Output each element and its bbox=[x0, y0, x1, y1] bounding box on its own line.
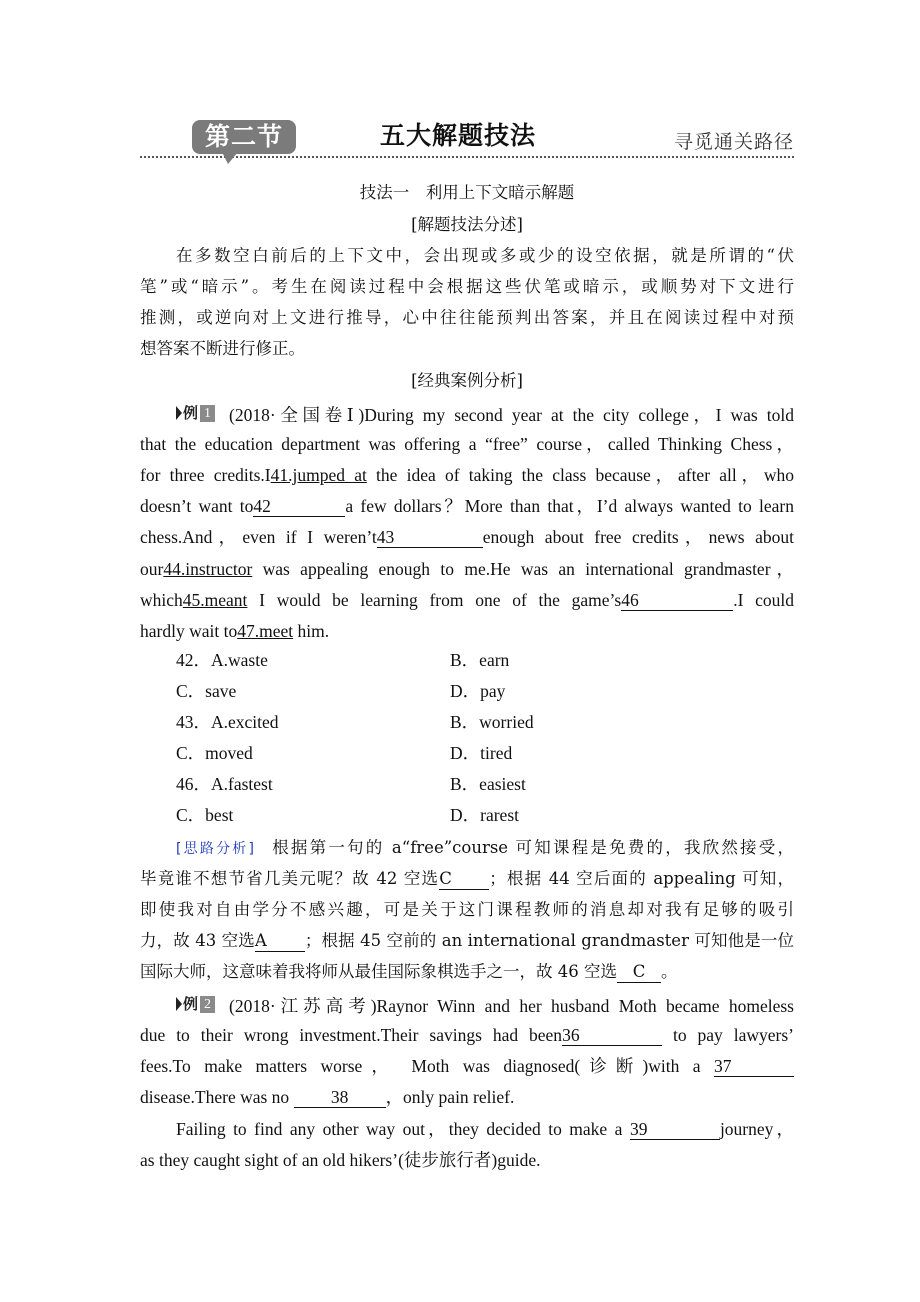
passage-text: the idea of taking the class because，after all，who bbox=[366, 465, 794, 485]
passage-text: Raynor Winn and her husband Moth became homeless bbox=[376, 996, 794, 1016]
passage-text: hardly wait to bbox=[140, 621, 238, 641]
example-number: 1 bbox=[200, 405, 215, 422]
passage-line bbox=[140, 557, 794, 581]
header-dotted-rule bbox=[140, 156, 794, 158]
passage-text: him. bbox=[293, 621, 330, 641]
overview-line: 笔”或“暗示”。考生在阅读过程中会根据这些伏笔或暗示，或顺势对下文进行 bbox=[140, 277, 794, 296]
option-c: C．moved bbox=[176, 743, 253, 763]
passage-text: I would be learning from one of the game’s bbox=[247, 590, 622, 610]
passage-line bbox=[140, 463, 794, 487]
passage-line bbox=[140, 1054, 794, 1078]
blank-38: 38 bbox=[294, 1087, 386, 1108]
analysis-text: ；根据 44 空后面的 appealing 可知， bbox=[489, 869, 794, 888]
analysis-text: 毕竟谁不想节省几美元呢？故 42 空选 bbox=[140, 869, 440, 888]
example-source: (2018·全国卷Ⅰ) bbox=[229, 405, 365, 425]
analysis-text: 。 bbox=[661, 962, 678, 981]
example-source: (2018·江苏高考) bbox=[229, 996, 377, 1016]
overview-label: [解题技法分述] bbox=[411, 215, 523, 234]
example-badge bbox=[176, 992, 215, 1016]
option-b: B．earn bbox=[450, 650, 510, 670]
underlined-answer: 44.instructor bbox=[163, 559, 253, 579]
analysis-line bbox=[140, 960, 794, 984]
passage-text: enough about free credits，news about bbox=[482, 527, 794, 547]
blank-43: 43 bbox=[377, 527, 483, 548]
analysis-line bbox=[140, 929, 794, 953]
passage-line bbox=[140, 619, 794, 643]
passage-text: journey， bbox=[719, 1119, 794, 1139]
analysis-line: 即使我对自由学分不感兴趣，可是关于这门课程教师的消息却对我有足够的吸引 bbox=[140, 900, 794, 919]
option-a: 46．A.fastest bbox=[176, 774, 273, 794]
passage-text: During my second year at the city college，I was told bbox=[364, 405, 794, 425]
passage-text: our bbox=[140, 559, 164, 579]
section-title: 五大解题技法 bbox=[380, 121, 537, 150]
option-d: D．tired bbox=[450, 743, 513, 763]
passage-line: that the education department was offering a “free” course，called Thinking Chess， bbox=[140, 434, 794, 454]
option-c: C．save bbox=[176, 681, 237, 701]
example2-line bbox=[140, 992, 794, 1018]
example1-line bbox=[140, 401, 794, 427]
option-b: B．easiest bbox=[450, 774, 526, 794]
passage-line bbox=[140, 1117, 794, 1141]
example-number: 2 bbox=[200, 996, 215, 1013]
example-label: 例 bbox=[183, 995, 199, 1013]
passage-text: doesn’t want to bbox=[140, 496, 254, 516]
passage-text: ，only pain relief. bbox=[385, 1087, 515, 1107]
passage-line bbox=[140, 1085, 794, 1109]
analysis-line bbox=[140, 867, 794, 891]
underlined-answer: 41.jumped at bbox=[270, 465, 367, 485]
overview-line: 想答案不断进行修正。 bbox=[140, 339, 305, 358]
passage-text: which bbox=[140, 590, 183, 610]
underlined-answer: 45.meant bbox=[182, 590, 248, 610]
analysis-text: 根据第一句的 a“free”course 可知课程是免费的，我欣然接受， bbox=[269, 838, 794, 857]
blank-36: 36 bbox=[562, 1025, 662, 1046]
underlined-answer: 47.meet bbox=[237, 621, 294, 641]
answer-43: A bbox=[255, 931, 305, 952]
analysis-text: 力，故 43 空选 bbox=[140, 931, 255, 950]
passage-line: as they caught sight of an old hikers’(徒步旅行者)guide. bbox=[140, 1150, 541, 1170]
passage-line bbox=[140, 494, 794, 518]
analysis-line bbox=[140, 836, 794, 861]
technique-heading: 技法一 利用上下文暗示解题 bbox=[359, 183, 575, 202]
section-subtitle: 寻觅通关路径 bbox=[673, 132, 794, 153]
passage-text: Failing to find any other way out，they decided to make a bbox=[176, 1119, 630, 1139]
option-a: 42．A.waste bbox=[176, 650, 268, 670]
section-badge: 第二节 bbox=[192, 120, 296, 154]
overview-line: 在多数空白前后的上下文中，会出现或多或少的设空依据，就是所谓的“伏 bbox=[176, 246, 794, 265]
option-c: C．best bbox=[176, 805, 234, 825]
triangle-right-icon bbox=[176, 997, 182, 1011]
passage-text: disease.There was no bbox=[140, 1087, 294, 1107]
option-b: B．worried bbox=[450, 712, 534, 732]
analysis-text: ；根据 45 空前的 an international grandmaster 可知他是一位 bbox=[304, 931, 794, 950]
section-header bbox=[140, 118, 794, 168]
passage-text: to pay lawyers’ bbox=[662, 1025, 794, 1045]
blank-42: 42 bbox=[253, 496, 345, 517]
overview-line: 推测，或逆向对上文进行推导，心中往往能预判出答案，并且在阅读过程中对预 bbox=[140, 308, 794, 327]
passage-text: for three credits.I bbox=[140, 465, 271, 485]
passage-line bbox=[140, 588, 794, 612]
passage-text: .I could bbox=[733, 590, 794, 610]
example-label: 例 bbox=[183, 404, 199, 422]
passage-text: due to their wrong investment.Their savings had been bbox=[140, 1025, 563, 1045]
passage-text: chess.And，even if I weren’t bbox=[140, 527, 377, 547]
analysis-text: 国际大师，这意味着我将师从最佳国际象棋选手之一，故 46 空选 bbox=[140, 962, 617, 981]
cases-label: [经典案例分析] bbox=[411, 371, 523, 390]
option-a: 43．A.excited bbox=[176, 712, 279, 732]
blank-46: 46 bbox=[621, 590, 733, 611]
passage-line bbox=[140, 525, 794, 549]
answer-46: C bbox=[617, 962, 661, 983]
blank-39: 39 bbox=[630, 1119, 720, 1140]
option-d: D．pay bbox=[450, 681, 506, 701]
passage-text: was appealing enough to me.He was an international grandmaster， bbox=[252, 559, 794, 579]
blank-37: 37 bbox=[714, 1056, 794, 1077]
passage-text: fees.To make matters worse， Moth was diagnosed(诊断)with a bbox=[140, 1056, 714, 1076]
passage-line bbox=[140, 1023, 794, 1047]
answer-42: C bbox=[439, 869, 489, 890]
analysis-tag: [思路分析] bbox=[176, 841, 254, 857]
triangle-right-icon bbox=[176, 406, 182, 420]
example-badge bbox=[176, 401, 215, 425]
passage-text: a few dollars？More than that，I’d always wanted to learn bbox=[345, 496, 794, 516]
option-d: D．rarest bbox=[450, 805, 520, 825]
